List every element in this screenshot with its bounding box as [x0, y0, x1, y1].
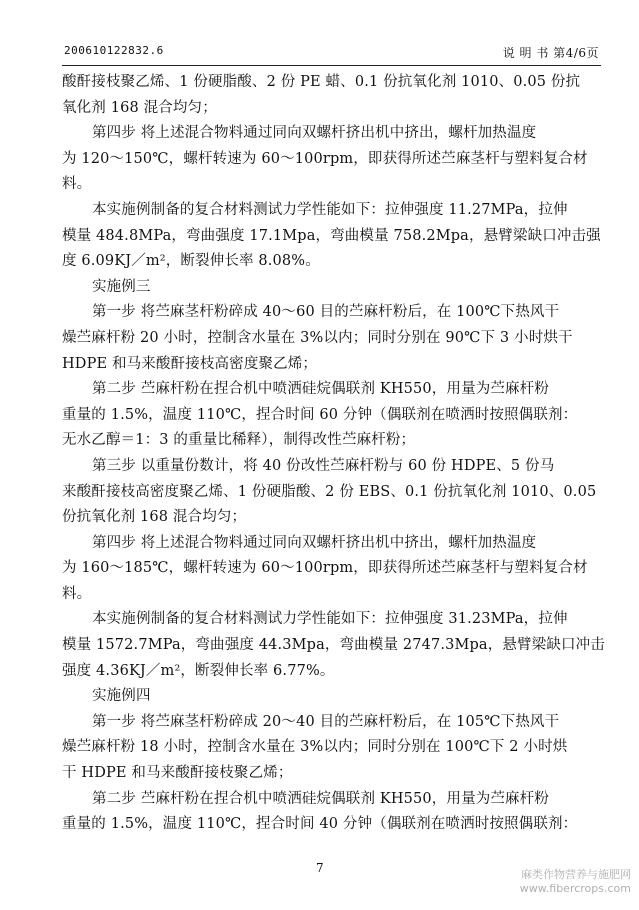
text-line: HDPE 和马来酸酐接枝高密度聚乙烯；: [62, 355, 318, 372]
text-line: 第四步 将上述混合物料通过同向双螺杆挤出机中挤出，螺杆加热温度: [92, 534, 537, 551]
text-line: 来酸酐接枝高密度聚乙烯、1 份硬脂酸、2 份 EBS、0.1 份抗氧化剂 1010、0.05: [62, 483, 597, 500]
watermark: [520, 868, 631, 896]
text-line: 干 HDPE 和马来酸酐接枝聚乙烯；: [62, 765, 293, 782]
text-line: 为 160～185℃，螺杆转速为 60～100rpm，即获得所述苎麻茎杆与塑料复合材: [62, 560, 588, 577]
watermark-title: 麻类作物营养与施肥网: [521, 868, 631, 881]
text-line: 重量的 1.5%，温度 110℃，捏合时间 40 分钟（偶联剂在喷洒时按照偶联剂：: [62, 816, 578, 833]
header-divider: [62, 65, 601, 66]
text-line: 氧化剂 168 混合均匀；: [62, 99, 217, 116]
text-line: 第二步 苎麻杆粉在捏合机中喷洒硅烷偶联剂 KH550，用量为苎麻杆粉: [92, 790, 549, 807]
text-line: 燥苎麻杆粉 20 小时，控制含水量在 3%以内；同时分别在 90℃下 3 小时烘干: [62, 329, 573, 346]
text-line: 度 6.09KJ／m²，断裂伸长率 8.08%。: [62, 253, 320, 270]
document-body: [62, 70, 605, 838]
text-line: 本实施例制备的复合材料测试力学性能如下：拉伸强度 11.27MPa，拉伸: [92, 201, 568, 218]
watermark-url: www.fibercrops.com: [519, 882, 631, 895]
text-line: 第二步 苎麻杆粉在捏合机中喷洒硅烷偶联剂 KH550，用量为苎麻杆粉: [92, 381, 549, 398]
text-line: 第三步 以重量份数计，将 40 份改性苎麻杆粉与 60 份 HDPE、5 份马: [92, 457, 555, 474]
text-line: 重量的 1.5%，温度 110℃，捏合时间 60 分钟（偶联剂在喷洒时按照偶联剂：: [62, 406, 578, 423]
page-header-section: 说 明 书 第4/6页: [502, 46, 599, 60]
text-line: 为 120～150℃，螺杆转速为 60～100rpm，即获得所述苎麻茎杆与塑料复合材: [62, 150, 588, 167]
text-line: 料。: [62, 176, 92, 193]
text-line: 燥苎麻杆粉 18 小时，控制含水量在 3%以内；同时分别在 100℃下 2 小时烘: [62, 739, 568, 756]
text-line: 第一步 将苎麻茎杆粉碎成 40～60 目的苎麻杆粉后，在 100℃下热风干: [92, 304, 560, 321]
text-line: 酸酐接枝聚乙烯、1 份硬脂酸、2 份 PE 蜡、0.1 份抗氧化剂 1010、0.05 份抗: [62, 74, 581, 90]
text-line: 料。: [62, 585, 92, 602]
text-line: 实施例三: [92, 278, 151, 295]
text-line: 实施例四: [92, 688, 151, 705]
text-line: 本实施例制备的复合材料测试力学性能如下：拉伸强度 31.23MPa，拉伸: [92, 611, 568, 628]
text-line: 无水乙醇＝1：3 的重量比稀释），制得改性苎麻杆粉；: [62, 432, 416, 449]
text-line: 模量 484.8MPa，弯曲强度 17.1Mpa，弯曲模量 758.2Mpa，悬臂梁缺口冲击强: [62, 227, 601, 244]
text-line: 份抗氧化剂 168 混合均匀；: [62, 509, 247, 526]
text-line: 模量 1572.7MPa，弯曲强度 44.3Mpa，弯曲模量 2747.3Mpa，悬臂梁缺口冲击: [62, 637, 605, 654]
text-line: 第四步 将上述混合物料通过同向双螺杆挤出机中挤出，螺杆加热温度: [92, 125, 537, 142]
patent-number: 200610122832.6: [64, 44, 164, 57]
text-line: 第一步 将苎麻茎杆粉碎成 20～40 目的苎麻杆粉后，在 105℃下热风干: [92, 713, 560, 730]
page-number: 7: [316, 861, 324, 875]
text-line: 强度 4.36KJ／m²，断裂伸长率 6.77%。: [62, 662, 335, 679]
